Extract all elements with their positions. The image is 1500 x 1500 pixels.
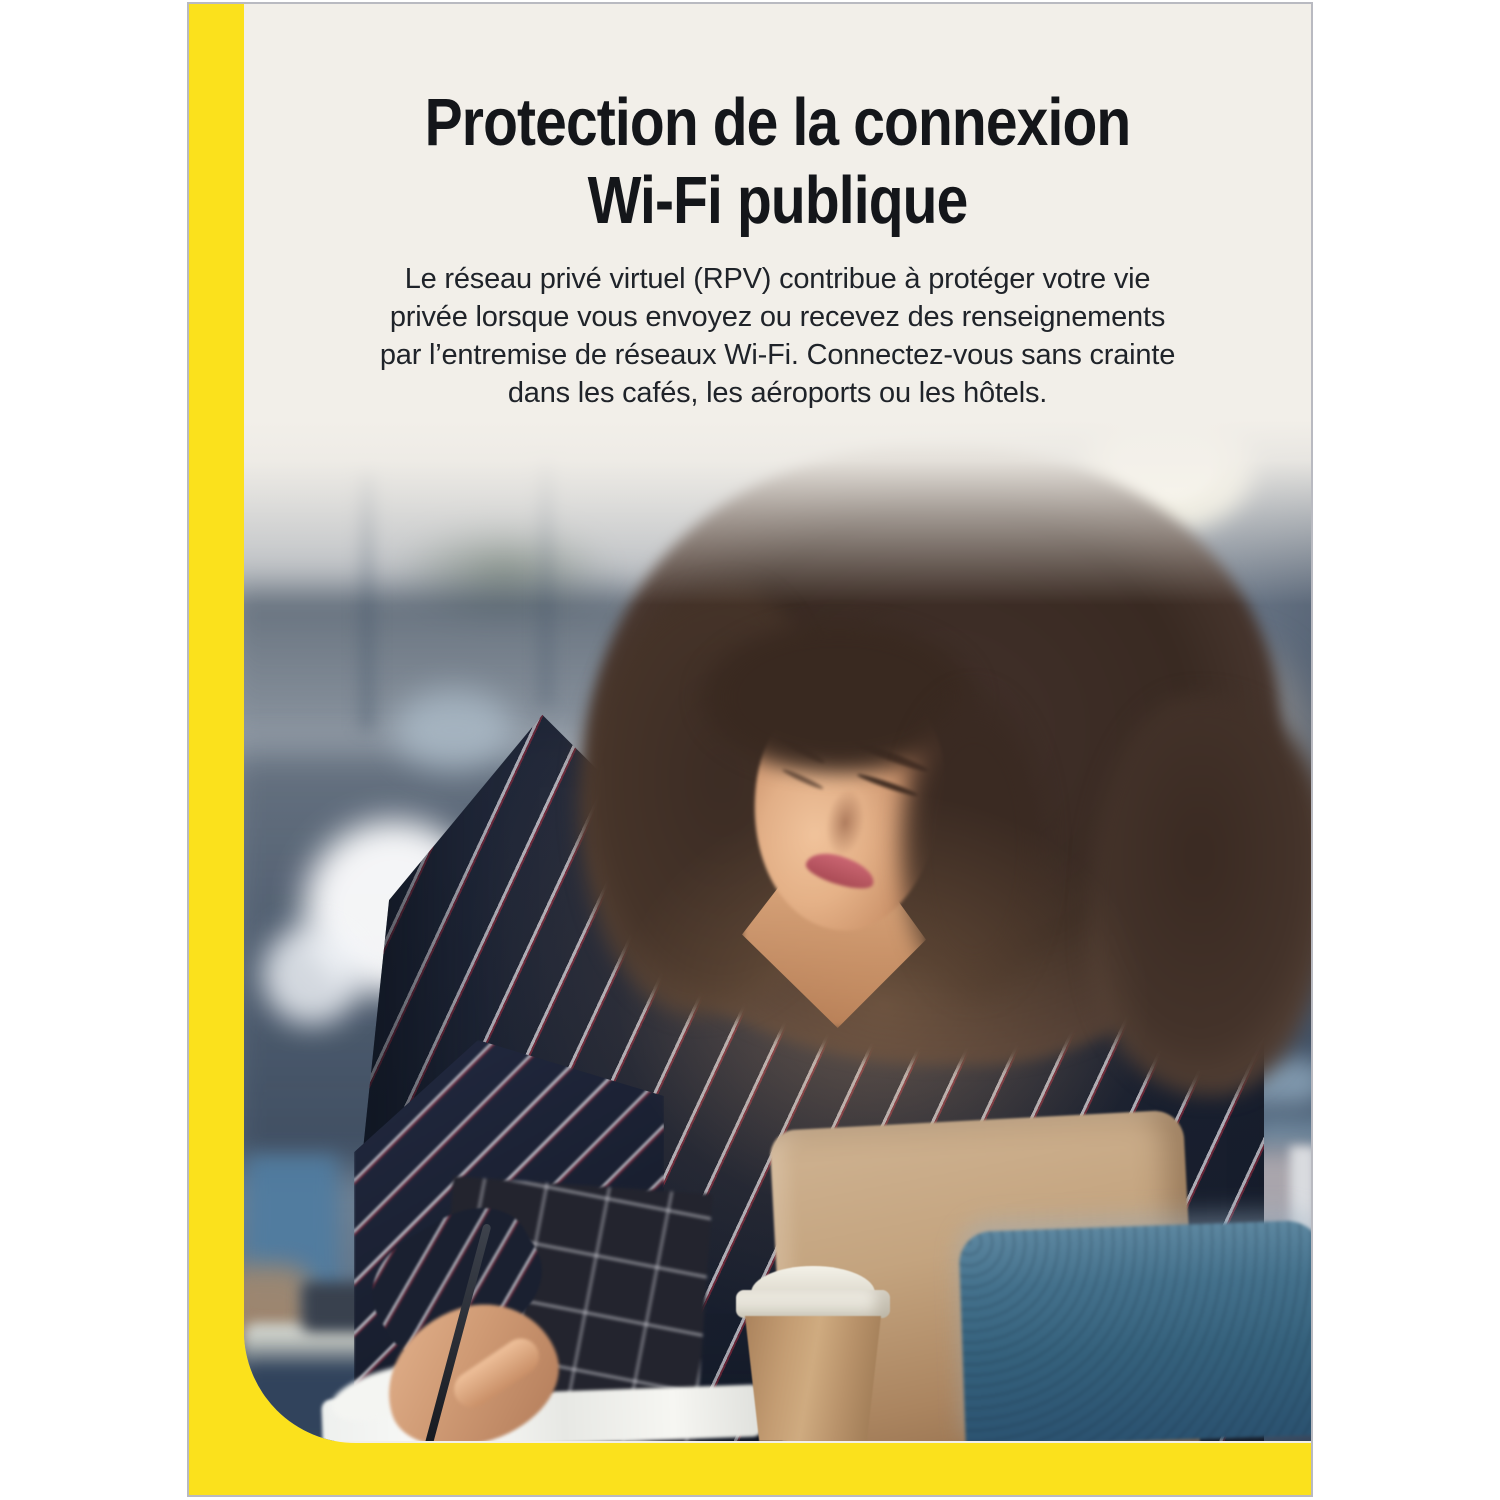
subtitle-line-1: Le réseau privé virtuel (RPV) contribue à protéger votre vie bbox=[404, 263, 1151, 295]
coffee-cup-body bbox=[742, 1316, 884, 1441]
photo-woman-public-wifi bbox=[244, 420, 1311, 1441]
coffee-cup-lid-band bbox=[736, 1290, 890, 1318]
title-line-2: Wi-Fi publique bbox=[587, 163, 968, 238]
bokeh-light bbox=[262, 925, 362, 1025]
page-title bbox=[244, 84, 1311, 240]
subtitle-line-4: dans les cafés, les aéroports ou les hôtels. bbox=[507, 377, 1048, 409]
photo-top-fade bbox=[244, 420, 1311, 605]
promo-card bbox=[187, 2, 1313, 1497]
blue-chair bbox=[958, 1220, 1311, 1441]
title-line-1: Protection de la connexion bbox=[424, 85, 1131, 160]
subtitle bbox=[244, 260, 1311, 412]
bokeh-light bbox=[394, 690, 514, 770]
subtitle-line-2: privée lorsque vous envoyez ou recevez des renseignements bbox=[389, 301, 1166, 333]
subtitle-line-3: par l’entremise de réseaux Wi-Fi. Connectez-vous sans crainte bbox=[379, 339, 1176, 371]
coffee-cup bbox=[736, 1266, 890, 1441]
card-content bbox=[244, 4, 1311, 1443]
